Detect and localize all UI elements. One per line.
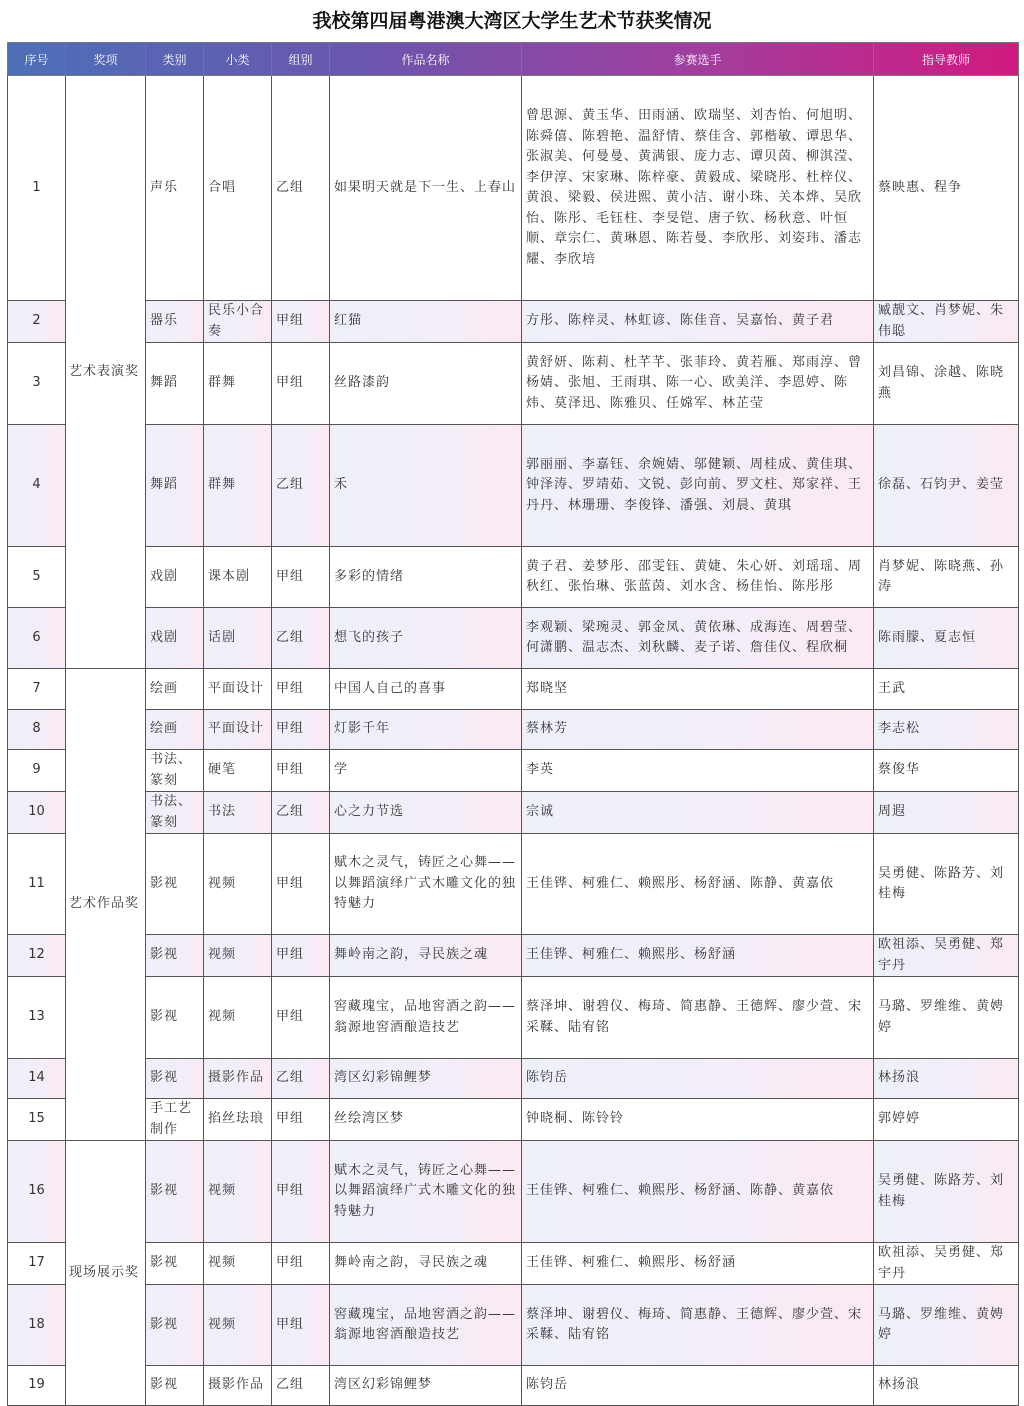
cell-group: 甲组 [272,1099,330,1141]
header-players: 参赛选手 [522,43,874,76]
cell-no: 1 [8,76,66,301]
cell-teacher: 马璐、罗维维、黄娉婷 [874,1285,1019,1366]
cell-teacher: 周遐 [874,792,1019,834]
cell-category: 器乐 [146,301,204,343]
table-header-row [8,43,1019,76]
cell-teacher: 欧祖添、吴勇健、郑宇丹 [874,1243,1019,1285]
cell-work: 心之力节选 [330,792,522,834]
cell-players: 郑晓坚 [522,669,874,710]
cell-subcategory: 民乐小合奏 [204,301,272,343]
cell-teacher: 郭婷婷 [874,1099,1019,1141]
cell-category: 影视 [146,1285,204,1366]
cell-group: 乙组 [272,1366,330,1406]
header-award: 奖项 [66,43,146,76]
cell-players: 宗诚 [522,792,874,834]
cell-category: 影视 [146,1243,204,1285]
cell-no: 13 [8,977,66,1059]
table-row [8,977,1019,1059]
cell-category: 绘画 [146,669,204,710]
cell-teacher: 肖梦妮、陈晓燕、孙涛 [874,547,1019,608]
cell-category: 影视 [146,1366,204,1406]
cell-players: 王佳铧、柯雅仁、赖熙彤、杨舒涵、陈静、黄嘉依 [522,1141,874,1243]
cell-group: 甲组 [272,1285,330,1366]
cell-no: 4 [8,425,66,547]
cell-subcategory: 合唱 [204,76,272,301]
cell-category: 影视 [146,935,204,977]
cell-teacher: 吴勇健、陈路芳、刘桂梅 [874,834,1019,935]
table-row [8,935,1019,977]
cell-category: 手工艺制作 [146,1099,204,1141]
cell-no: 14 [8,1059,66,1099]
cell-group: 甲组 [272,977,330,1059]
cell-work: 灯影千年 [330,710,522,750]
cell-group: 乙组 [272,1059,330,1099]
award-table [7,42,1019,1406]
table-row [8,1366,1019,1406]
header-category: 类别 [146,43,204,76]
cell-players: 钟晓桐、陈铃铃 [522,1099,874,1141]
cell-teacher: 林扬浪 [874,1059,1019,1099]
cell-no: 18 [8,1285,66,1366]
cell-no: 16 [8,1141,66,1243]
cell-subcategory: 视频 [204,1285,272,1366]
cell-teacher: 马璐、罗维维、黄娉婷 [874,977,1019,1059]
cell-players: 陈钧岳 [522,1366,874,1406]
cell-players: 陈钧岳 [522,1059,874,1099]
table-body [8,76,1019,1406]
table-row [8,301,1019,343]
cell-work: 赋木之灵气，铸匠之心舞——以舞蹈演绎广式木雕文化的独特魅力 [330,834,522,935]
cell-no: 17 [8,1243,66,1285]
cell-players: 黄舒妍、陈莉、杜芊芊、张菲玲、黄若雁、郑雨淳、曾杨婧、张旭、王雨琪、陈一心、欧美洋、李恩婷、陈炜、莫泽迅、陈雅贝、任嫦军、林芷莹 [522,343,874,425]
table-row [8,1243,1019,1285]
cell-teacher: 臧靓文、肖梦妮、朱伟聪 [874,301,1019,343]
table-row [8,750,1019,792]
cell-subcategory: 掐丝珐琅 [204,1099,272,1141]
header-subcategory: 小类 [204,43,272,76]
cell-players: 蔡泽坤、谢碧仪、梅琦、简惠静、王德辉、廖少萱、宋采鞣、陆宥铭 [522,977,874,1059]
cell-group: 甲组 [272,669,330,710]
cell-teacher: 欧祖添、吴勇健、郑宇丹 [874,935,1019,977]
cell-teacher: 吴勇健、陈路芳、刘桂梅 [874,1141,1019,1243]
cell-group: 甲组 [272,935,330,977]
cell-award: 现场展示奖 [66,1141,146,1406]
table-row [8,834,1019,935]
cell-award: 艺术作品奖 [66,669,146,1141]
cell-work: 湾区幻彩锦鲤梦 [330,1059,522,1099]
page-title: 我校第四届粤港澳大湾区大学生艺术节获奖情况 [312,10,712,32]
cell-category: 戏剧 [146,608,204,669]
cell-category: 舞蹈 [146,425,204,547]
cell-players: 李观颖、梁琬灵、郭金凤、黄依琳、成海连、周碧莹、何潇鹏、温志杰、刘秋麟、麦子诺、詹佳仪、程欣桐 [522,608,874,669]
table-row [8,792,1019,834]
cell-work: 红猫 [330,301,522,343]
cell-group: 甲组 [272,301,330,343]
cell-group: 甲组 [272,710,330,750]
cell-subcategory: 群舞 [204,343,272,425]
cell-group: 甲组 [272,547,330,608]
cell-category: 书法、篆刻 [146,750,204,792]
cell-players: 曾思源、黄玉华、田雨涵、欧瑞坚、刘杏怡、何旭明、陈舜僖、陈碧艳、温舒情、蔡佳含、郭楷敏、谭思华、张淑美、何曼曼、黄满银、庞力志、谭贝茵、柳淇滢、李伊淳、宋家琳、陈梓豪、黄毅成、梁晓彤、杜梓仪、黄浪、梁毅、侯进熙、黄小洁、谢小珠、关本烨、吴欣怡、陈彤、毛钰柱、李旻铠、唐子钦、杨秋意、叶恒顺、章宗仁、黄琳恩、陈若曼、李欣彤、刘姿玮、潘志耀、李欣培 [522,76,874,301]
table-row [8,669,1019,710]
cell-subcategory: 视频 [204,1141,272,1243]
cell-no: 9 [8,750,66,792]
award-table-container [7,42,1018,1406]
cell-players: 郭丽丽、李嘉钰、余婉婧、邬健颖、周桂成、黄佳琪、钟泽涛、罗靖茹、文锐、彭向前、罗文柱、郑家祥、王丹丹、林珊珊、李俊锋、潘强、刘晨、黄琪 [522,425,874,547]
cell-subcategory: 视频 [204,977,272,1059]
cell-no: 8 [8,710,66,750]
cell-players: 王佳铧、柯雅仁、赖熙彤、杨舒涵 [522,1243,874,1285]
cell-work: 想飞的孩子 [330,608,522,669]
cell-players: 王佳铧、柯雅仁、赖熙彤、杨舒涵 [522,935,874,977]
cell-teacher: 刘昌锦、涂越、陈晓燕 [874,343,1019,425]
cell-no: 12 [8,935,66,977]
cell-subcategory: 摄影作品 [204,1059,272,1099]
cell-teacher: 李志松 [874,710,1019,750]
cell-category: 影视 [146,1059,204,1099]
header-work: 作品名称 [330,43,522,76]
header-group: 组别 [272,43,330,76]
cell-no: 11 [8,834,66,935]
cell-group: 甲组 [272,343,330,425]
cell-work: 丝路漆韵 [330,343,522,425]
cell-subcategory: 摄影作品 [204,1366,272,1406]
cell-teacher: 陈雨朦、夏志恒 [874,608,1019,669]
cell-teacher: 王武 [874,669,1019,710]
cell-work: 赋木之灵气，铸匠之心舞——以舞蹈演绎广式木雕文化的独特魅力 [330,1141,522,1243]
table-row [8,710,1019,750]
cell-subcategory: 平面设计 [204,710,272,750]
cell-group: 甲组 [272,834,330,935]
header-teacher: 指导教师 [874,43,1019,76]
cell-players: 王佳铧、柯雅仁、赖熙彤、杨舒涵、陈静、黄嘉依 [522,834,874,935]
cell-players: 李英 [522,750,874,792]
cell-no: 3 [8,343,66,425]
cell-group: 甲组 [272,750,330,792]
cell-subcategory: 视频 [204,935,272,977]
table-row [8,608,1019,669]
cell-subcategory: 平面设计 [204,669,272,710]
cell-subcategory: 视频 [204,1243,272,1285]
table-row [8,76,1019,301]
table-row [8,343,1019,425]
cell-work: 湾区幻彩锦鲤梦 [330,1366,522,1406]
cell-no: 19 [8,1366,66,1406]
table-row [8,1099,1019,1141]
cell-category: 影视 [146,834,204,935]
cell-players: 黄子君、姜梦彤、邵雯钰、黄婕、朱心妍、刘瑶瑶、周秋红、张怡琳、张蓝茵、刘水含、杨佳怡、陈彤彤 [522,547,874,608]
cell-work: 窖藏瑰宝，品地窖酒之韵——翁源地窖酒酿造技艺 [330,1285,522,1366]
cell-work: 多彩的情绪 [330,547,522,608]
cell-work: 学 [330,750,522,792]
cell-work: 中国人自己的喜事 [330,669,522,710]
cell-category: 戏剧 [146,547,204,608]
table-row [8,1285,1019,1366]
cell-subcategory: 书法 [204,792,272,834]
cell-players: 蔡林芳 [522,710,874,750]
cell-teacher: 徐磊、石钧尹、姜莹 [874,425,1019,547]
cell-no: 15 [8,1099,66,1141]
cell-group: 乙组 [272,608,330,669]
table-row [8,1059,1019,1099]
cell-players: 蔡泽坤、谢碧仪、梅琦、简惠静、王德辉、廖少萱、宋采鞣、陆宥铭 [522,1285,874,1366]
cell-category: 书法、篆刻 [146,792,204,834]
cell-work: 窖藏瑰宝，品地窖酒之韵——翁源地窖酒酿造技艺 [330,977,522,1059]
cell-work: 如果明天就是下一生、上春山 [330,76,522,301]
cell-teacher: 蔡映惠、程争 [874,76,1019,301]
cell-subcategory: 视频 [204,834,272,935]
cell-category: 影视 [146,977,204,1059]
cell-work: 舞岭南之韵，寻民族之魂 [330,935,522,977]
table-row [8,1141,1019,1243]
cell-group: 乙组 [272,792,330,834]
cell-no: 10 [8,792,66,834]
cell-category: 舞蹈 [146,343,204,425]
cell-category: 绘画 [146,710,204,750]
cell-group: 乙组 [272,76,330,301]
cell-subcategory: 话剧 [204,608,272,669]
cell-subcategory: 课本剧 [204,547,272,608]
cell-work: 丝绘湾区梦 [330,1099,522,1141]
cell-subcategory: 群舞 [204,425,272,547]
cell-group: 甲组 [272,1141,330,1243]
cell-category: 影视 [146,1141,204,1243]
table-row [8,425,1019,547]
cell-category: 声乐 [146,76,204,301]
cell-group: 甲组 [272,1243,330,1285]
cell-no: 6 [8,608,66,669]
cell-no: 7 [8,669,66,710]
cell-work: 禾 [330,425,522,547]
cell-players: 方彤、陈梓灵、林虹谚、陈佳音、吴嘉怡、黄子君 [522,301,874,343]
cell-no: 2 [8,301,66,343]
cell-teacher: 蔡俊华 [874,750,1019,792]
table-row [8,547,1019,608]
cell-no: 5 [8,547,66,608]
cell-teacher: 林扬浪 [874,1366,1019,1406]
cell-subcategory: 硬笔 [204,750,272,792]
cell-award: 艺术表演奖 [66,76,146,669]
cell-work: 舞岭南之韵，寻民族之魂 [330,1243,522,1285]
cell-group: 乙组 [272,425,330,547]
header-no: 序号 [8,43,66,76]
